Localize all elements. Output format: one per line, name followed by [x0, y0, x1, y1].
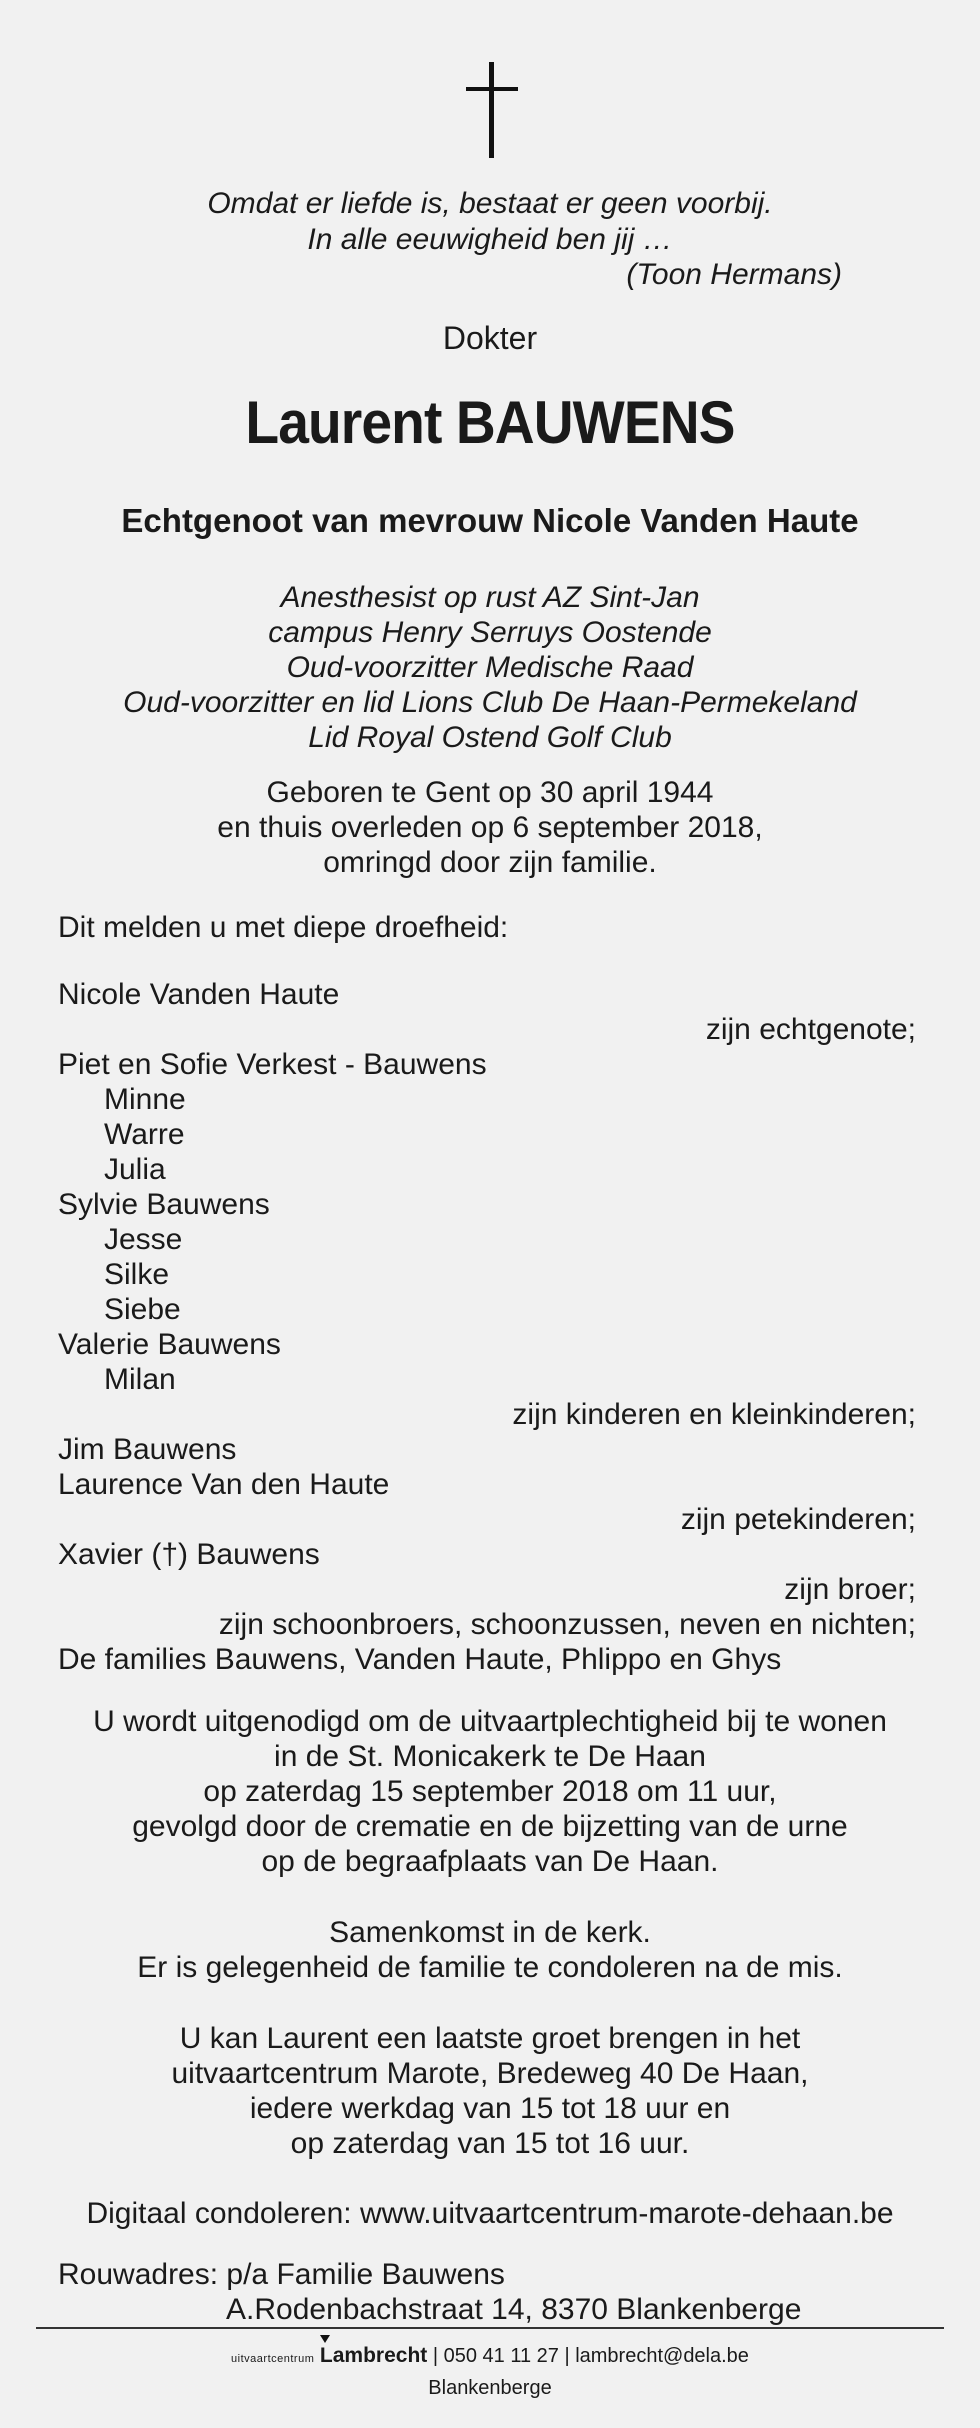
grandchild: Siebe [104, 1293, 181, 1326]
role-line: campus Henry Serruys Oostende [268, 616, 712, 649]
birth-line: omringd door zijn familie. [323, 846, 657, 879]
grandchild: Milan [104, 1363, 176, 1396]
quote-author: (Toon Hermans) [626, 258, 842, 291]
funeral-home-footer [0, 2344, 980, 2368]
role-line: Oud-voorzitter Medische Raad [286, 651, 694, 684]
address-street: A.Rodenbachstraat 14, 8370 Blankenberge [226, 2293, 802, 2326]
address-label: Rouwadres: p/a Familie Bauwens [58, 2258, 505, 2291]
digital-condolence: Digitaal condoleren: www.uitvaartcentrum-marote-dehaan.be [86, 2197, 894, 2230]
family-member: De families Bauwens, Vanden Haute, Phlippo en Ghys [58, 1643, 782, 1676]
funeral-line: op de begraafplaats van De Haan. [261, 1845, 719, 1878]
visit-line: uitvaartcentrum Marote, Bredeweg 40 De Haan, [171, 2057, 809, 2090]
funeral-line: U wordt uitgenodigd om de uitvaartplechtigheid bij te wonen [93, 1705, 887, 1738]
announcement: Dit melden u met diepe droefheid: [58, 911, 509, 944]
birth-line: en thuis overleden op 6 september 2018, [217, 811, 763, 844]
family-member: Sylvie Bauwens [58, 1188, 270, 1221]
grandchild: Julia [104, 1153, 166, 1186]
triangle-icon [320, 2335, 330, 2343]
deceased-name: Laurent BAUWENS [245, 389, 735, 456]
gathering-line: Samenkomst in de kerk. [329, 1916, 651, 1949]
relation-label: zijn broer; [784, 1573, 916, 1606]
funeral-line: gevolgd door de crematie en de bijzetting van de urne [132, 1810, 848, 1843]
family-member: Piet en Sofie Verkest - Bauwens [58, 1048, 487, 1081]
role-line: Oud-voorzitter en lid Lions Club De Haan-Permekeland [123, 686, 857, 719]
grandchild: Minne [104, 1083, 186, 1116]
role-line: Anesthesist op rust AZ Sint-Jan [280, 581, 700, 614]
gathering-line: Er is gelegenheid de familie te condoleren na de mis. [137, 1951, 843, 1984]
visit-line: op zaterdag van 15 tot 16 uur. [290, 2127, 690, 2160]
family-member: Xavier (†) Bauwens [58, 1538, 320, 1571]
family-member: Laurence Van den Haute [58, 1468, 390, 1501]
funeral-home-logo [320, 2344, 427, 2367]
grandchild: Jesse [104, 1223, 183, 1256]
relation-label: zijn kinderen en kleinkinderen; [512, 1398, 916, 1431]
family-member: Valerie Bauwens [58, 1328, 281, 1361]
funeral-line: in de St. Monicakerk te De Haan [274, 1740, 706, 1773]
birth-line: Geboren te Gent op 30 april 1944 [266, 776, 714, 809]
footer-city: Blankenberge [428, 2377, 552, 2399]
role-line: Lid Royal Ostend Golf Club [308, 721, 672, 754]
visit-line: U kan Laurent een laatste groet brengen in het [179, 2022, 801, 2055]
spouse-line: Echtgenoot van mevrouw Nicole Vanden Haute [121, 502, 859, 539]
footer-brand: Lambrecht [319, 2344, 428, 2367]
cross-icon [466, 62, 518, 158]
quote-line: In alle eeuwigheid ben jij … [307, 223, 673, 256]
divider [36, 2327, 944, 2329]
relation-label: zijn petekinderen; [680, 1503, 916, 1536]
family-member: Nicole Vanden Haute [58, 978, 340, 1011]
grandchild: Silke [104, 1258, 170, 1291]
grandchild: Warre [104, 1118, 185, 1151]
relation-label: zijn schoonbroers, schoonzussen, neven en nichten; [218, 1608, 916, 1641]
footer-contact: | 050 41 11 27 | lambrecht@dela.be [432, 2345, 749, 2367]
honorific-title: Dokter [442, 320, 538, 356]
funeral-line: op zaterdag 15 september 2018 om 11 uur, [203, 1775, 777, 1808]
visit-line: iedere werkdag van 15 tot 18 uur en [249, 2092, 731, 2125]
footer-prefix: uitvaartcentrum [231, 2353, 315, 2365]
relation-label: zijn echtgenote; [705, 1013, 916, 1046]
quote-line: Omdat er liefde is, bestaat er geen voorbij. [207, 187, 773, 220]
family-member: Jim Bauwens [58, 1433, 237, 1466]
